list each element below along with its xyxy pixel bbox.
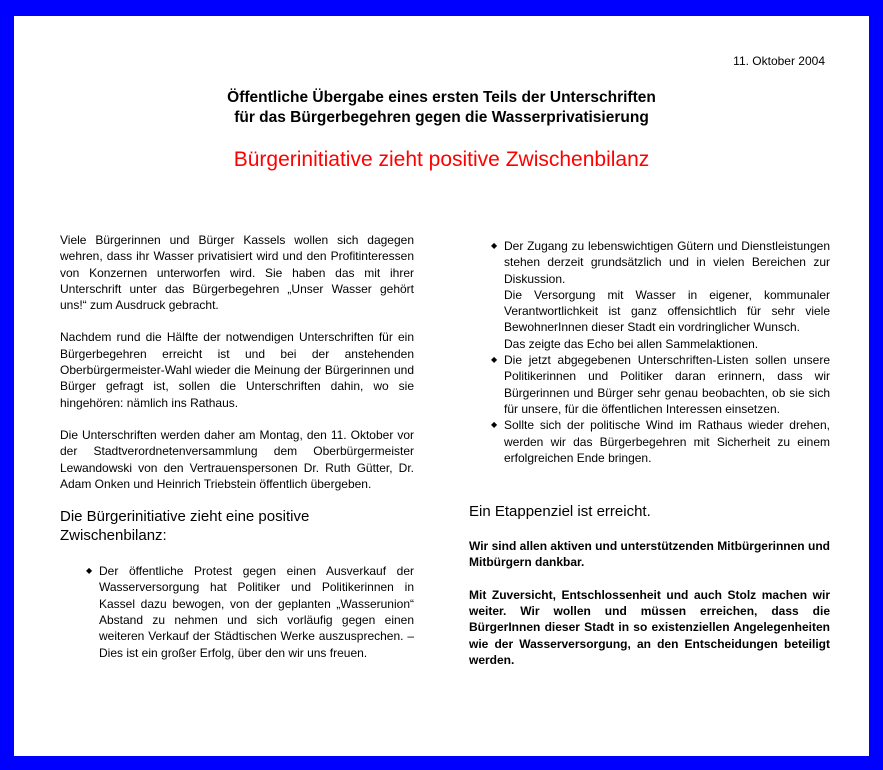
left-column xyxy=(60,232,414,661)
document-page xyxy=(14,16,869,756)
bullet-text: Die Versorgung mit Wasser in eigener, kommunaler Verantwortlichkeit ist ganz offensichtlich für sehr viele BewohnerInnen dieser Stadt ein vordringlicher Wunsch. xyxy=(504,287,830,335)
list-item xyxy=(491,238,830,352)
closing-text xyxy=(469,538,830,668)
list-item: ◆ Sollte sich der politische Wind im Rathaus wieder drehen, werden wir das Bürgerbegehren mit Sicherheit zu einem erfolgreichen Ende bringen. xyxy=(491,417,830,466)
right-column xyxy=(469,238,830,668)
paragraph-3: Die Unterschriften werden daher am Montag, den 11. Oktober vor der Stadtverordnetenversammlung dem Oberbürgermeister Lewandowski von den Vertrauenspersonen Dr. Ruth Gütter, Dr. Adam Onken und Heinrich Triebstein öffentlich übergeben. xyxy=(60,427,414,491)
bullet-text: Das zeigte das Echo bei allen Sammelaktionen. xyxy=(504,336,759,351)
paragraph-2: Nachdem rund die Hälfte der notwendigen Unterschriften für ein Bürgerbegehren erreicht ist und bei der anstehenden Oberbürgermeister-Wahl wieder die Meinung der Bürgerinnen und Bürger gefragt ist, sollen die Unterschriften dahin, wo sie hingehören: nämlich ins Rathaus. xyxy=(60,330,414,410)
section-heading-etappenziel: Ein Etappenziel ist erreicht. xyxy=(469,503,651,521)
title-line-2: für das Bürgerbegehren gegen die Wasserprivatisierung xyxy=(234,109,649,126)
document-subtitle: Bürgerinitiative zieht positive Zwischenbilanz xyxy=(233,148,650,171)
bullet-list-right xyxy=(491,238,830,466)
list-item: ◆ Die jetzt abgegebenen Unterschriften-Listen sollen unsere Politikerinnen und Politiker daran erinnern, dass wir Bürgerinnen und Bürger sehr genau beobachten, ob sie sich für unsere, für die öffentlichen Interessen einsetzen. xyxy=(491,352,830,417)
paragraph-5: Mit Zuversicht, Entschlossenheit und auch Stolz machen wir weiter. Wir wollen und müssen erreichen, dass die BürgerInnen dieser Stadt in so existenziellen Angelegenheiten wie der Wasserversorgung, an den Entscheidungen beteiligt werden. xyxy=(469,587,830,667)
bullet-list-left xyxy=(86,563,414,661)
section-heading-zwischenbilanz: Die Bürgerinitiative zieht eine positive Zwischenbilanz: xyxy=(60,508,310,545)
bullet-text: ◆ Der Zugang zu lebenswichtigen Gütern und Dienstleistungen stehen derzeit grundsätzlich und in vielen Bereichen zur Diskussion. xyxy=(504,239,830,286)
title-line-1: Öffentliche Übergabe eines ersten Teils der Unterschriften xyxy=(227,89,656,106)
list-item: ◆ Der öffentliche Protest gegen einen Ausverkauf der Wasserversorgung hat Politiker und Politikerinnen in Kassel dazu bewogen, von der geplanten „Wasserunion“ Abstand zu nehmen und sich vorläufig gegen einen weiteren Verkauf der Städtischen Werke auszusprechen. – Dies ist ein großer Erfolg, über den wir uns freuen. xyxy=(86,563,414,661)
document-date: 11. Oktober 2004 xyxy=(733,54,825,68)
paragraph-1: Viele Bürgerinnen und Bürger Kassels wollen sich dagegen wehren, dass ihr Wasser privatisiert wird und den Profitinteressen von Konzernen unterworfen wird. Sie haben das mit ihrer Unterschrift unter das Bürgerbegehren „Unser Wasser gehört uns!“ zum Ausdruck gebracht. xyxy=(60,233,414,313)
paragraph-4: Wir sind allen aktiven und unterstützenden Mitbürgerinnen und Mitbürgern dankbar. xyxy=(469,539,830,570)
document-title xyxy=(14,88,869,128)
